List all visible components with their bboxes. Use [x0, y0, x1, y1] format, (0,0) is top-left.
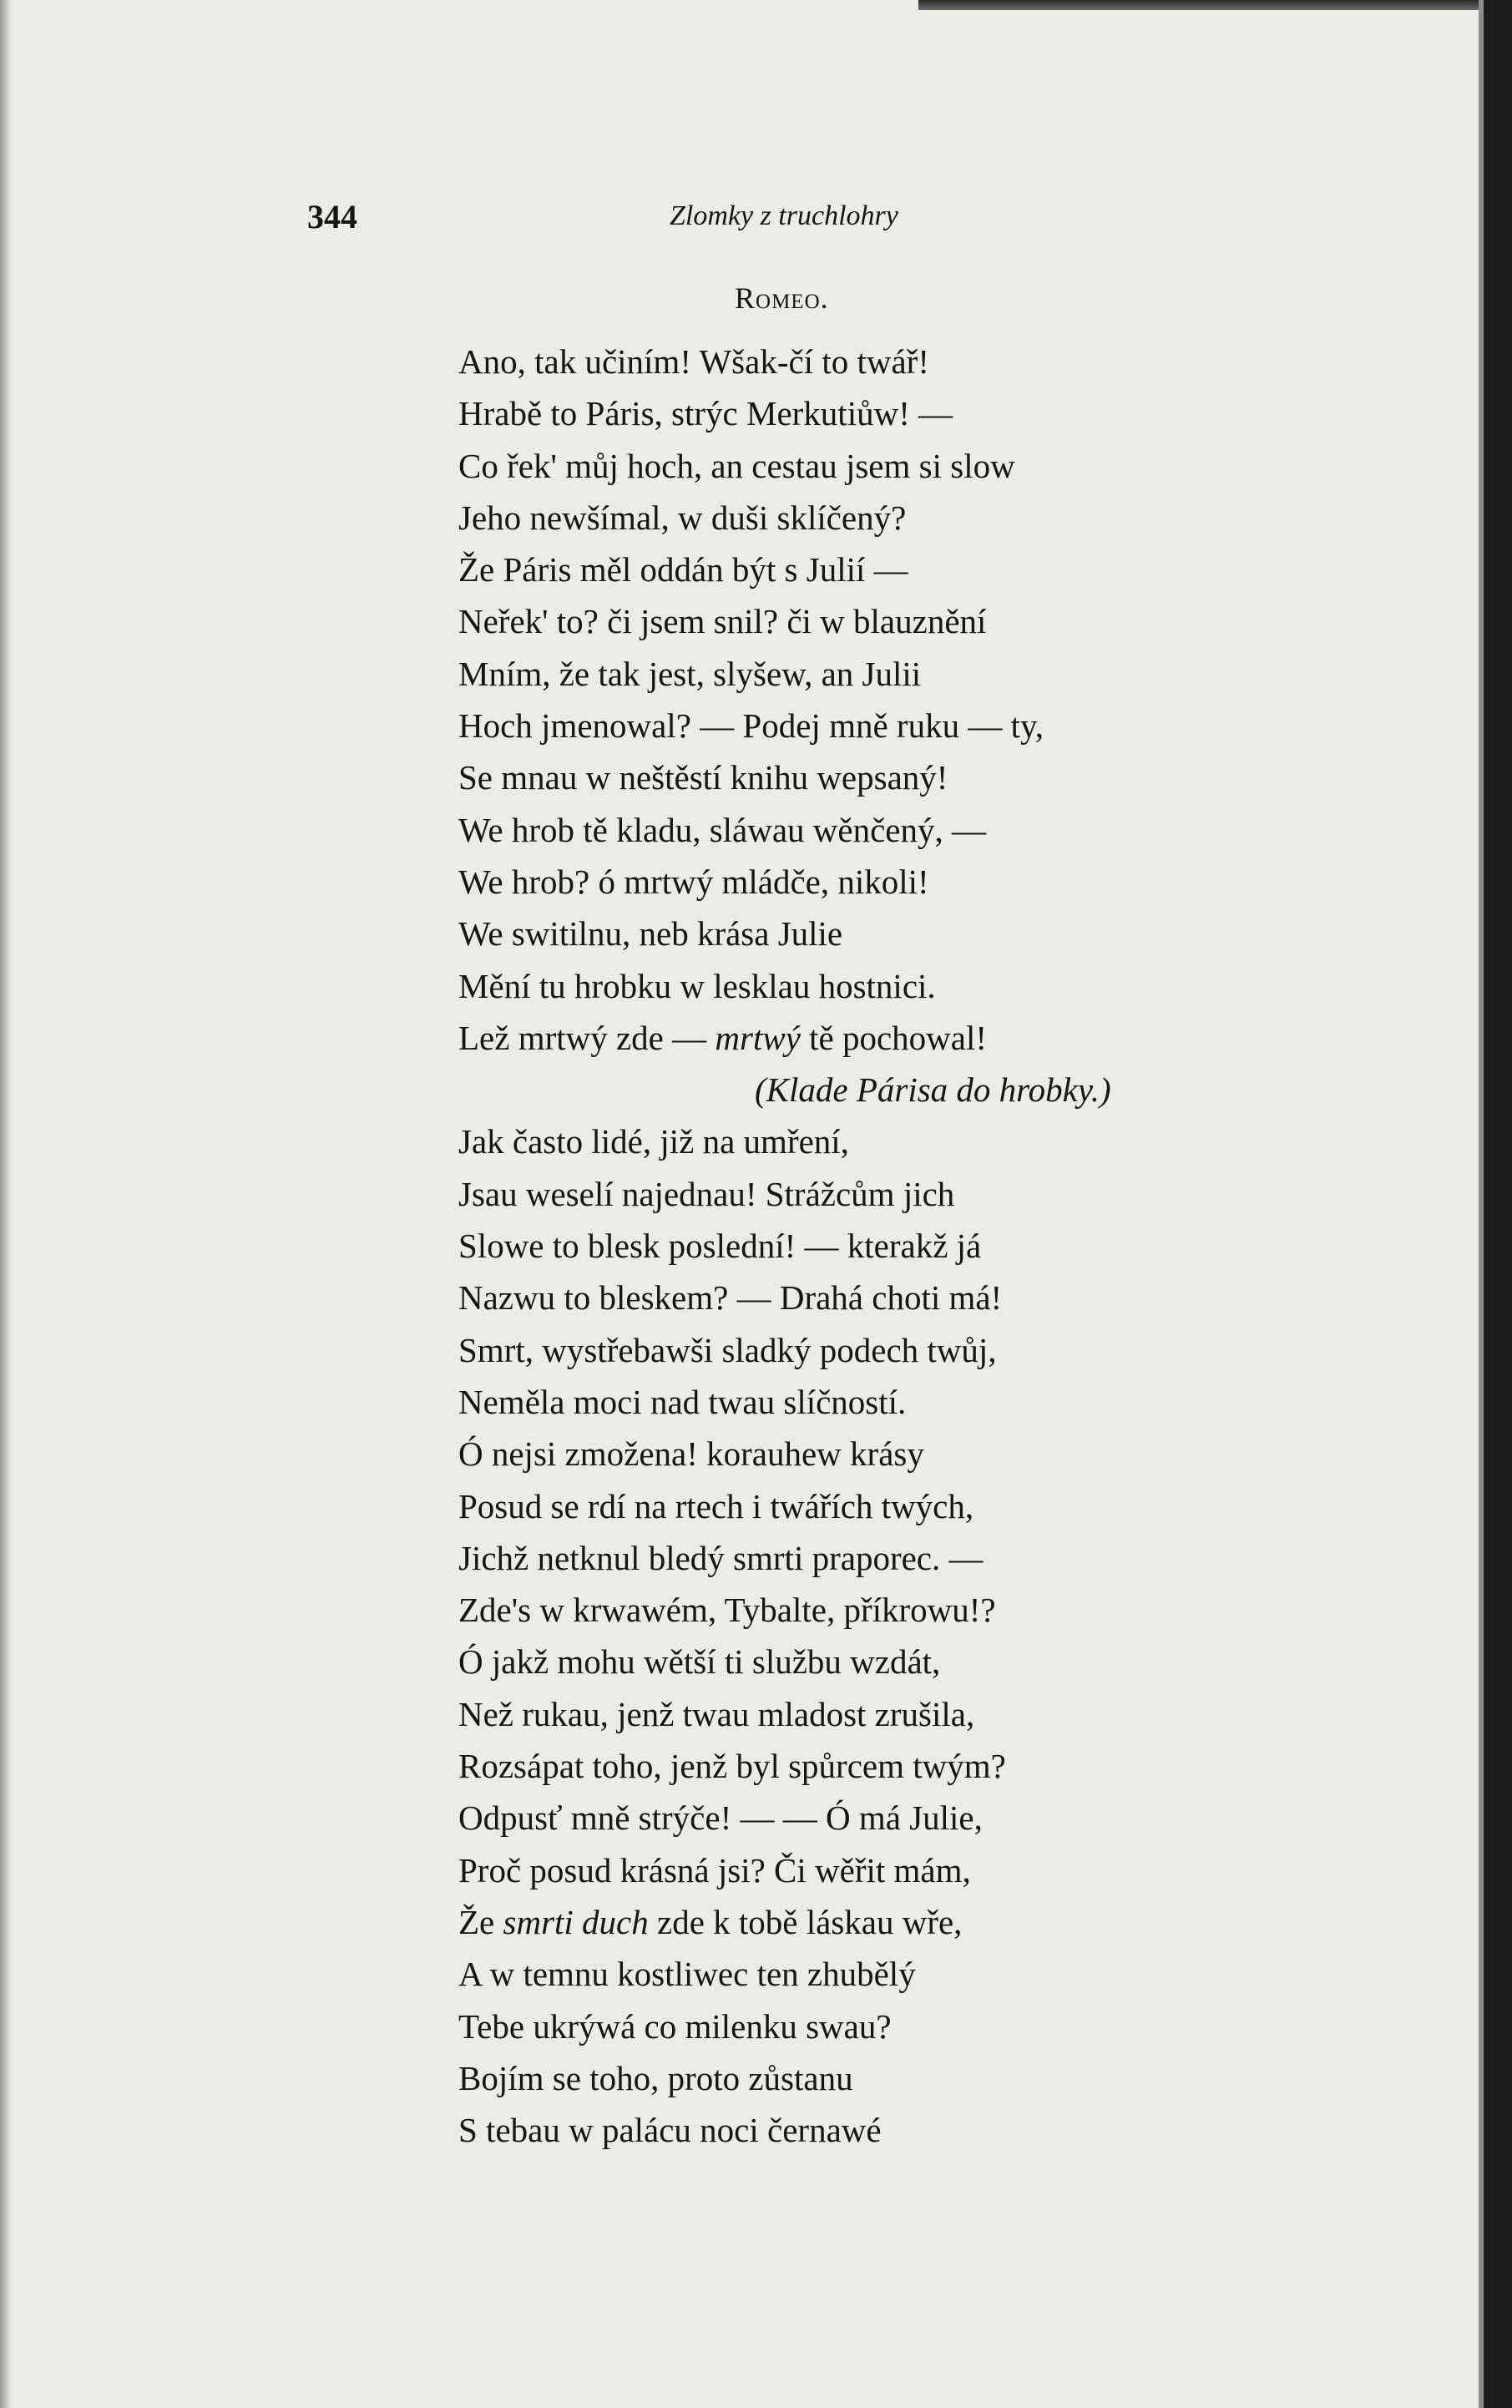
- verse-line: A w temnu kostliwec ten zhubělý: [458, 1955, 916, 1994]
- verse-line: Hoch jmenowal? — Podej mně ruku — ty,: [458, 706, 1044, 746]
- verse-line: We switilnu, neb krása Julie: [458, 914, 843, 954]
- verse-line: Slowe to blesk poslední! — kterakž já: [458, 1227, 982, 1266]
- verse-line: Hrabě to Páris, strýc Merkutiůw! —: [458, 394, 953, 433]
- verse-line: [458, 1012, 1293, 1064]
- scan-edge-left: [0, 0, 12, 2408]
- verse-line: Ó jakž mohu wětší ti službu wzdát,: [458, 1642, 941, 1682]
- emphasized-text: mrtwý: [715, 1018, 801, 1057]
- verse-line: Posud se rdí na rtech i twářích twých,: [458, 1486, 974, 1525]
- verse-line-text: Že: [458, 1902, 503, 1941]
- verse-line: Neměla moci nad twau slíčností.: [458, 1382, 907, 1421]
- verse-line: Rozsápat toho, jenž byl spůrcem twým?: [458, 1747, 1006, 1786]
- verse-line: Odpusť mně strýče! — — Ó má Julie,: [458, 1798, 983, 1838]
- verse-line: Jichž netknul bledý smrti praporec. —: [458, 1538, 984, 1577]
- scan-edge-right: [1484, 0, 1512, 2408]
- verse-line-text: Lež mrtwý zde —: [458, 1018, 716, 1057]
- scan-edge-top: [918, 0, 1512, 10]
- verse-line: Neřek' to? či jsem snil? či w blauznění: [458, 602, 987, 641]
- verse-line: Proč posud krásná jsi? Či wěřit mám,: [458, 1850, 971, 1889]
- verse-line: Že Páris měl oddán být s Julií —: [458, 550, 908, 589]
- verse-line: Jeho newšímal, w duši sklíčený?: [458, 498, 907, 537]
- verse-line: [458, 1896, 1293, 1948]
- verse-line: We hrob tě kladu, sláwau wěnčený, —: [458, 810, 986, 849]
- verse-line: Smrt, wystřebawši sladký podech twůj,: [458, 1330, 997, 1369]
- verse-line: Zde's w krwawém, Tybalte, příkrowu!?: [458, 1591, 996, 1630]
- running-title: Zlomky z truchlohry: [670, 200, 898, 231]
- verse-line: S tebau w palácu noci černawé: [458, 2111, 882, 2150]
- emphasized-text: smrti duch: [503, 1902, 649, 1941]
- speaker-name: Romeo.: [735, 281, 829, 315]
- verse-line-text: tě pochowal!: [800, 1018, 988, 1057]
- verse-line: Jsau weselí najednau! Strážcům jich: [458, 1174, 955, 1213]
- verse-line: Tebe ukrýwá co milenku swau?: [458, 2006, 892, 2046]
- verse-line: Ó nejsi zmožena! korauhew krásy: [458, 1434, 924, 1474]
- verse-line: Nazwu to bleskem? — Drahá choti má!: [458, 1278, 1003, 1318]
- verse-line: We hrob? ó mrtwý mládče, nikoli!: [458, 862, 929, 901]
- verse-line: Co řek' můj hoch, an cestau jsem si slow: [458, 446, 1015, 485]
- verse-line: Ano, tak učiním! Wšak-čí to twář!: [458, 342, 929, 381]
- verse-line: Mním, že tak jest, slyšew, an Julii: [458, 654, 922, 693]
- verse-line: Mění tu hrobku w lesklau hostnici.: [458, 966, 936, 1005]
- verse-text: [458, 336, 1293, 2156]
- verse-line: Se mnau w neštěstí knihu wepsaný!: [458, 758, 948, 797]
- verse-line: Jak často lidé, již na umření,: [458, 1122, 849, 1161]
- stage-direction: (Klade Párisa do hrobky.): [755, 1070, 1111, 1110]
- verse-line-text: zde k tobě láskau wře,: [648, 1902, 963, 1941]
- page-header: [307, 197, 1009, 247]
- verse-line: Než rukau, jenž twau mladost zrušila,: [458, 1694, 975, 1733]
- page-number: 344: [307, 198, 357, 235]
- verse-line: Bojím se toho, proto zůstanu: [458, 2058, 853, 2097]
